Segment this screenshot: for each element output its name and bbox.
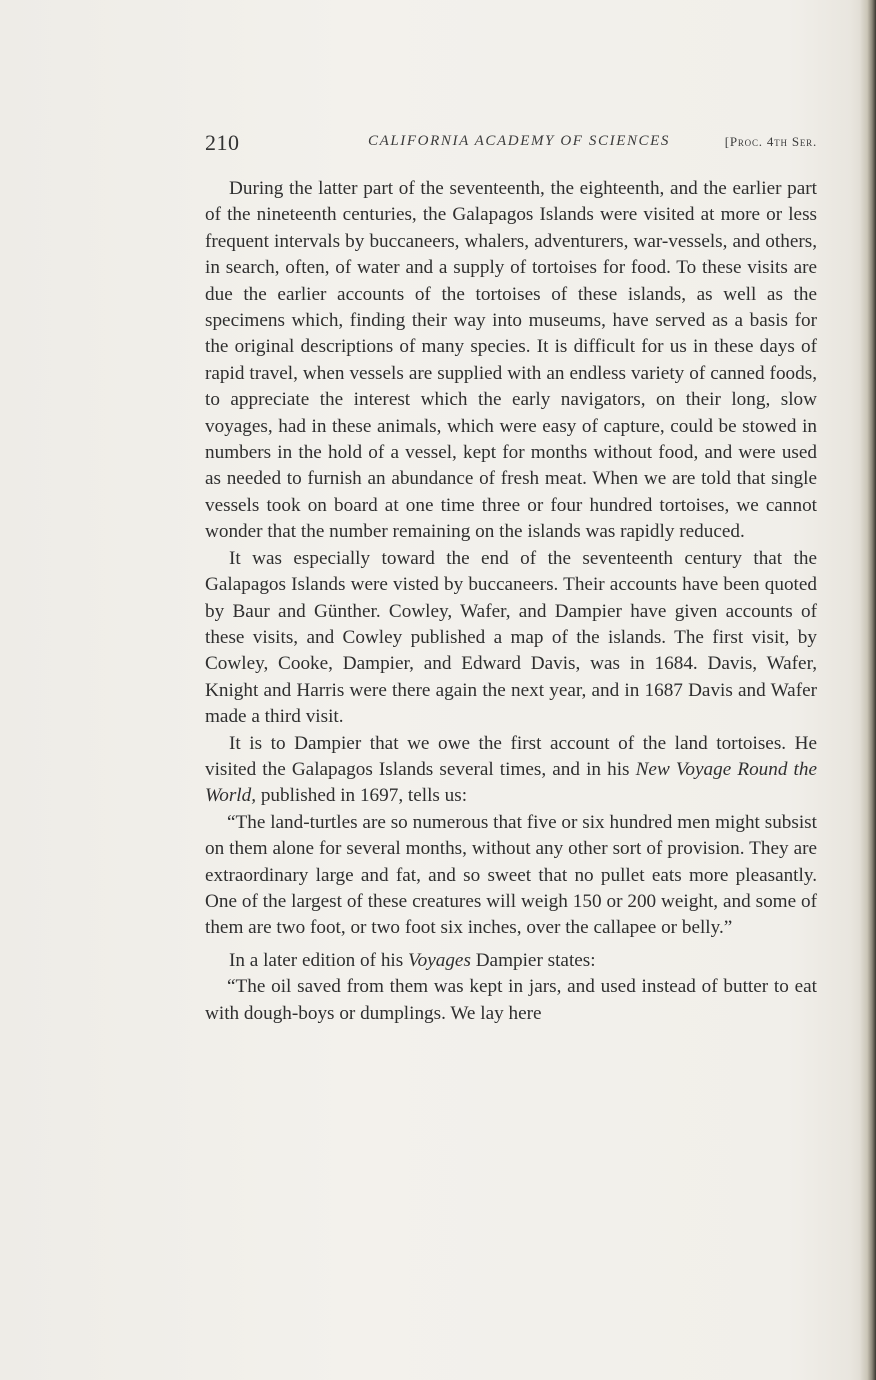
book-title: New Voyage Round the World, bbox=[205, 758, 817, 807]
quote-1: “The land-turtles are so numerous that five or six hundred men might subsist on them alone for several months, without any other sort of provision. They are extraordinary large and fat, and so sweet that no pullet eats more pleasantly. One of the largest of these creatures will weigh 150 or 200 weight, and some of them are two foot, or two foot six inches, over the callapee or belly.” bbox=[205, 811, 817, 939]
paragraph-5-text-before: In a later edition of his bbox=[229, 949, 404, 971]
paragraph-3-text-after: published in 1697, tells us: bbox=[260, 785, 468, 807]
paragraph-3-text-before: It is to Dampier that we owe the first account of the land tortoises. He visited the Galapagos Islands several times, and in his bbox=[205, 732, 817, 780]
journal-title: CALIFORNIA ACADEMY OF SCIENCES bbox=[368, 133, 671, 149]
paragraph-5-text-after: Dampier states: bbox=[475, 949, 596, 971]
series-note: [Proc. 4th Ser. bbox=[724, 134, 817, 149]
quote-2: “The oil saved from them was kept in jars, and used instead of butter to eat with dough-boys or dumplings. We lay here bbox=[205, 976, 817, 1024]
body-text bbox=[205, 176, 817, 1027]
running-head bbox=[205, 130, 817, 158]
paragraph-2: It was especially toward the end of the seventeenth century that the Galapagos Islands were visted by buccaneers. Their accounts have been quoted by Baur and Günther. Cowley, Wafer, and Dampier have given accounts of these visits, and Cowley published a map of the islands. The first visit, by Cowley, Cooke, Dampier, and Edward Davis, was in 1684. Davis, Wafer, Knight and Harris were there again the next year, and in 1687 Davis and Wafer made a third visit. bbox=[205, 547, 817, 728]
voyages-title: Voyages bbox=[408, 949, 471, 971]
page-edge-shadow bbox=[860, 0, 876, 1380]
paragraph-1: During the latter part of the seventeenth, the eighteenth, and the earlier part of the nineteenth centuries, the Galapagos Islands were visited at more or less frequent intervals by buccaneers, whalers, adventurers, war-vessels, and others, in search, often, of water and a supply of tortoises for food. To these visits are due the earlier accounts of the tortoises of these islands, as well as the specimens which, finding their way into museums, have served as a basis for the original descriptions of many species. It is difficult for us in these days of rapid travel, when vessels are supplied with an endless variety of canned foods, to appreciate the interest which the early navigators, on their long, slow voyages, had in these animals, which were easy of capture, could be stowed in numbers in the hold of a vessel, kept for months without food, and were used as needed to furnish an abundance of fresh meat. When we are told that single vessels took on board at one time three or four hundred tortoises, we cannot wonder that the number remaining on the islands was rapidly reduced. bbox=[205, 178, 817, 543]
page-number: 210 bbox=[205, 130, 240, 155]
paragraph-5 bbox=[205, 948, 817, 974]
paragraph-3 bbox=[205, 731, 817, 810]
